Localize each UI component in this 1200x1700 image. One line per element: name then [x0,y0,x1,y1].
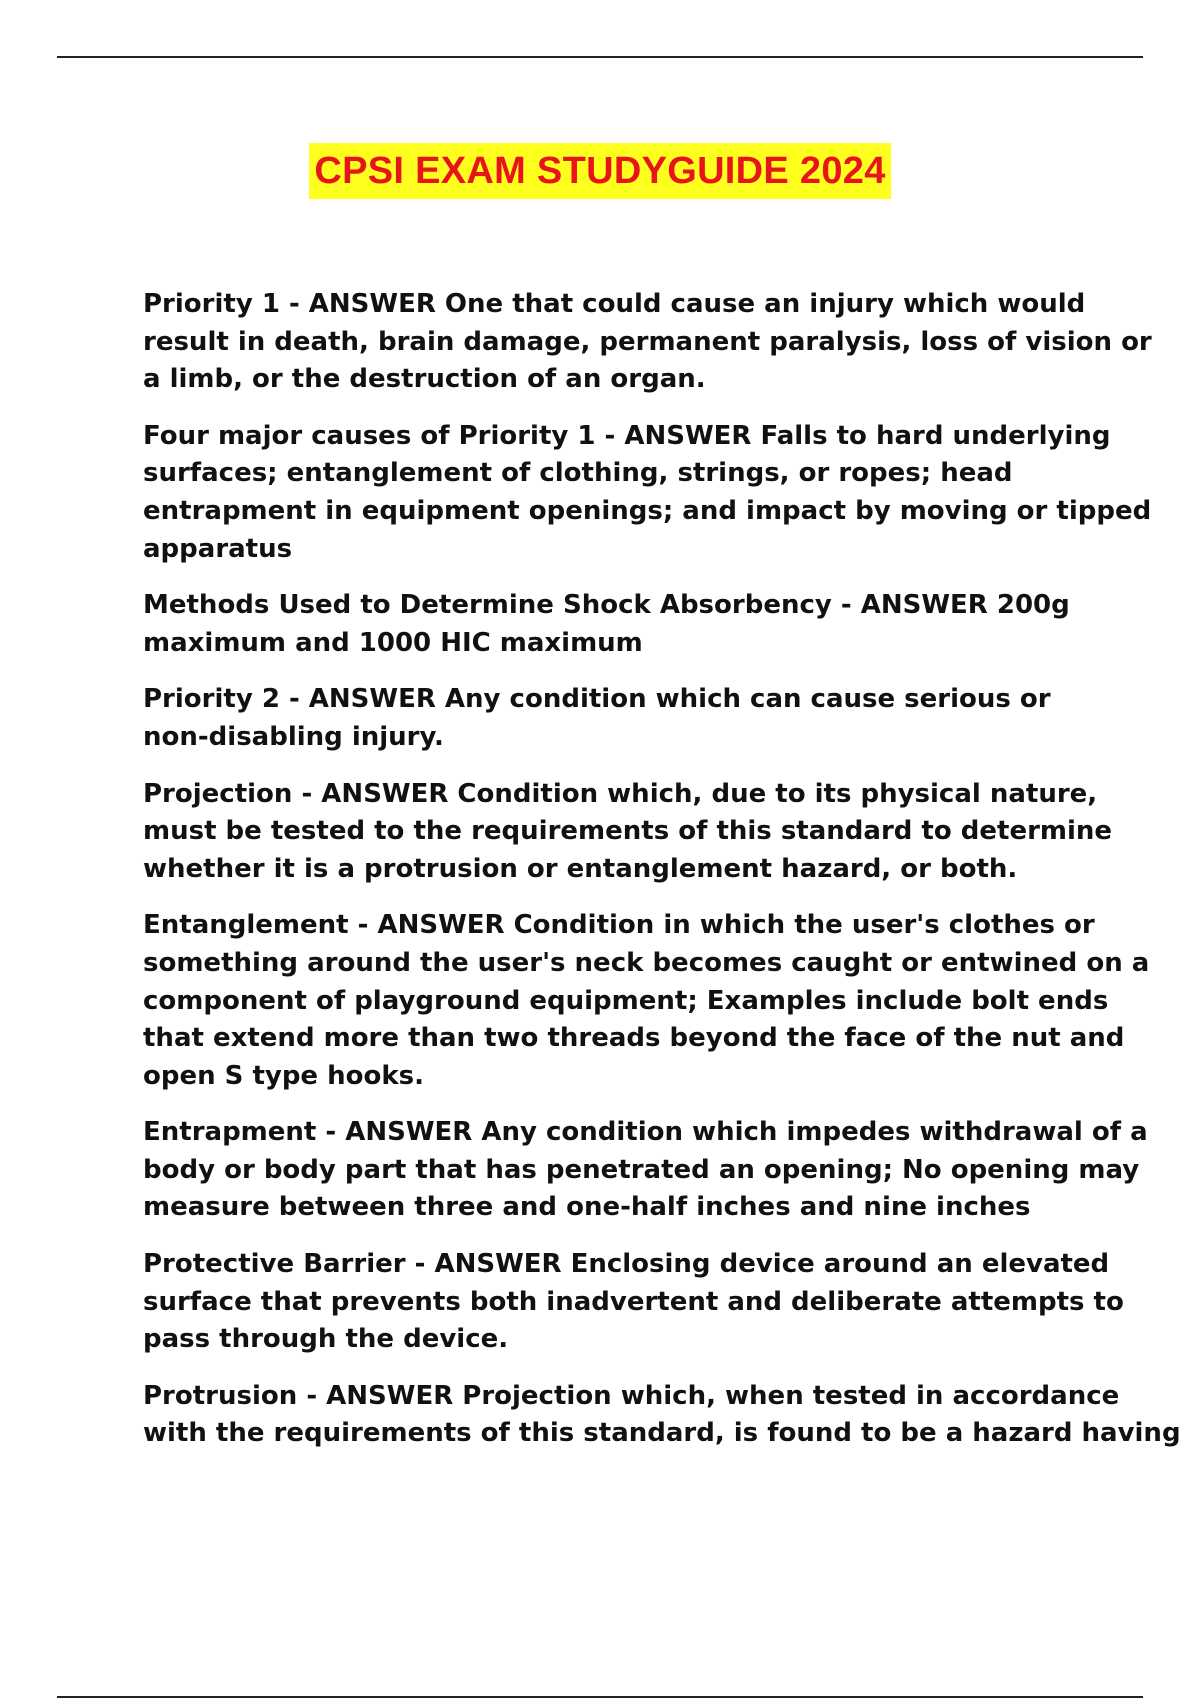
entry-line: Entrapment - ANSWER Any condition which impedes withdrawal of a [143,1117,1148,1148]
entry-line: Protrusion - ANSWER Projection which, when tested in accordance [143,1380,1120,1411]
entry-line: whether it is a protrusion or entanglement hazard, or both. [143,853,1018,884]
study-entry [143,1114,1148,1227]
study-entry [143,286,1152,399]
entry-line: pass through the device. [143,1324,509,1355]
study-entry [143,587,1103,662]
entry-line: a limb, or the destruction of an organ. [143,364,706,395]
entry-line: Four major causes of Priority 1 - ANSWER Falls to hard underlying [143,420,1111,451]
entry-line: body or body part that has penetrated an opening; No opening may [143,1154,1140,1185]
entry-line: Priority 2 - ANSWER Any condition which can cause serious or [143,684,1051,715]
study-entry [143,1246,1124,1359]
study-entry [143,418,1152,568]
entry-line: must be tested to the requirements of this standard to determine [143,816,1113,847]
entry-line: surfaces; entanglement of clothing, strings, or ropes; head [143,458,1013,489]
title-container [0,143,1200,199]
entry-line: apparatus [143,533,293,564]
entry-line: that extend more than two threads beyond the face of the nut and [143,1023,1125,1054]
entry-line: Priority 1 - ANSWER One that could cause an injury which would [143,289,1086,319]
entry-line: Protective Barrier - ANSWER Enclosing device around an elevated [143,1249,1110,1280]
entry-line: with the requirements of this standard, is found to be a hazard having [143,1418,1181,1449]
entry-line: Projection - ANSWER Condition which, due to its physical nature, [143,778,1098,809]
entry-line: Entanglement - ANSWER Condition in which the user's clothes or [143,910,1095,941]
entry-line: surface that prevents both inadvertent and deliberate attempts to [143,1286,1124,1317]
entry-line: measure between three and one-half inches and nine inches [143,1192,1031,1223]
entry-line: something around the user's neck becomes caught or entwined on a [143,947,1150,978]
study-entry [143,907,1150,1095]
study-entries [143,286,1181,1472]
entry-line: non-disabling injury. [143,721,444,752]
bottom-divider [57,1696,1143,1698]
entry-line: maximum and 1000 HIC maximum [143,627,643,658]
entry-line: result in death, brain damage, permanent paralysis, loss of vision or [143,326,1152,357]
study-entry [143,1378,1181,1453]
page-title: CPSI EXAM STUDYGUIDE 2024 [309,143,890,199]
top-divider [57,56,1143,58]
entry-line: open S type hooks. [143,1060,424,1091]
entry-line: component of playground equipment; Examples include bolt ends [143,985,1109,1016]
entry-line: entrapment in equipment openings; and impact by moving or tipped [143,495,1152,526]
entry-line: Methods Used to Determine Shock Absorbency - ANSWER 200g [143,590,1070,621]
study-entry [143,681,1103,756]
study-entry [143,776,1113,889]
